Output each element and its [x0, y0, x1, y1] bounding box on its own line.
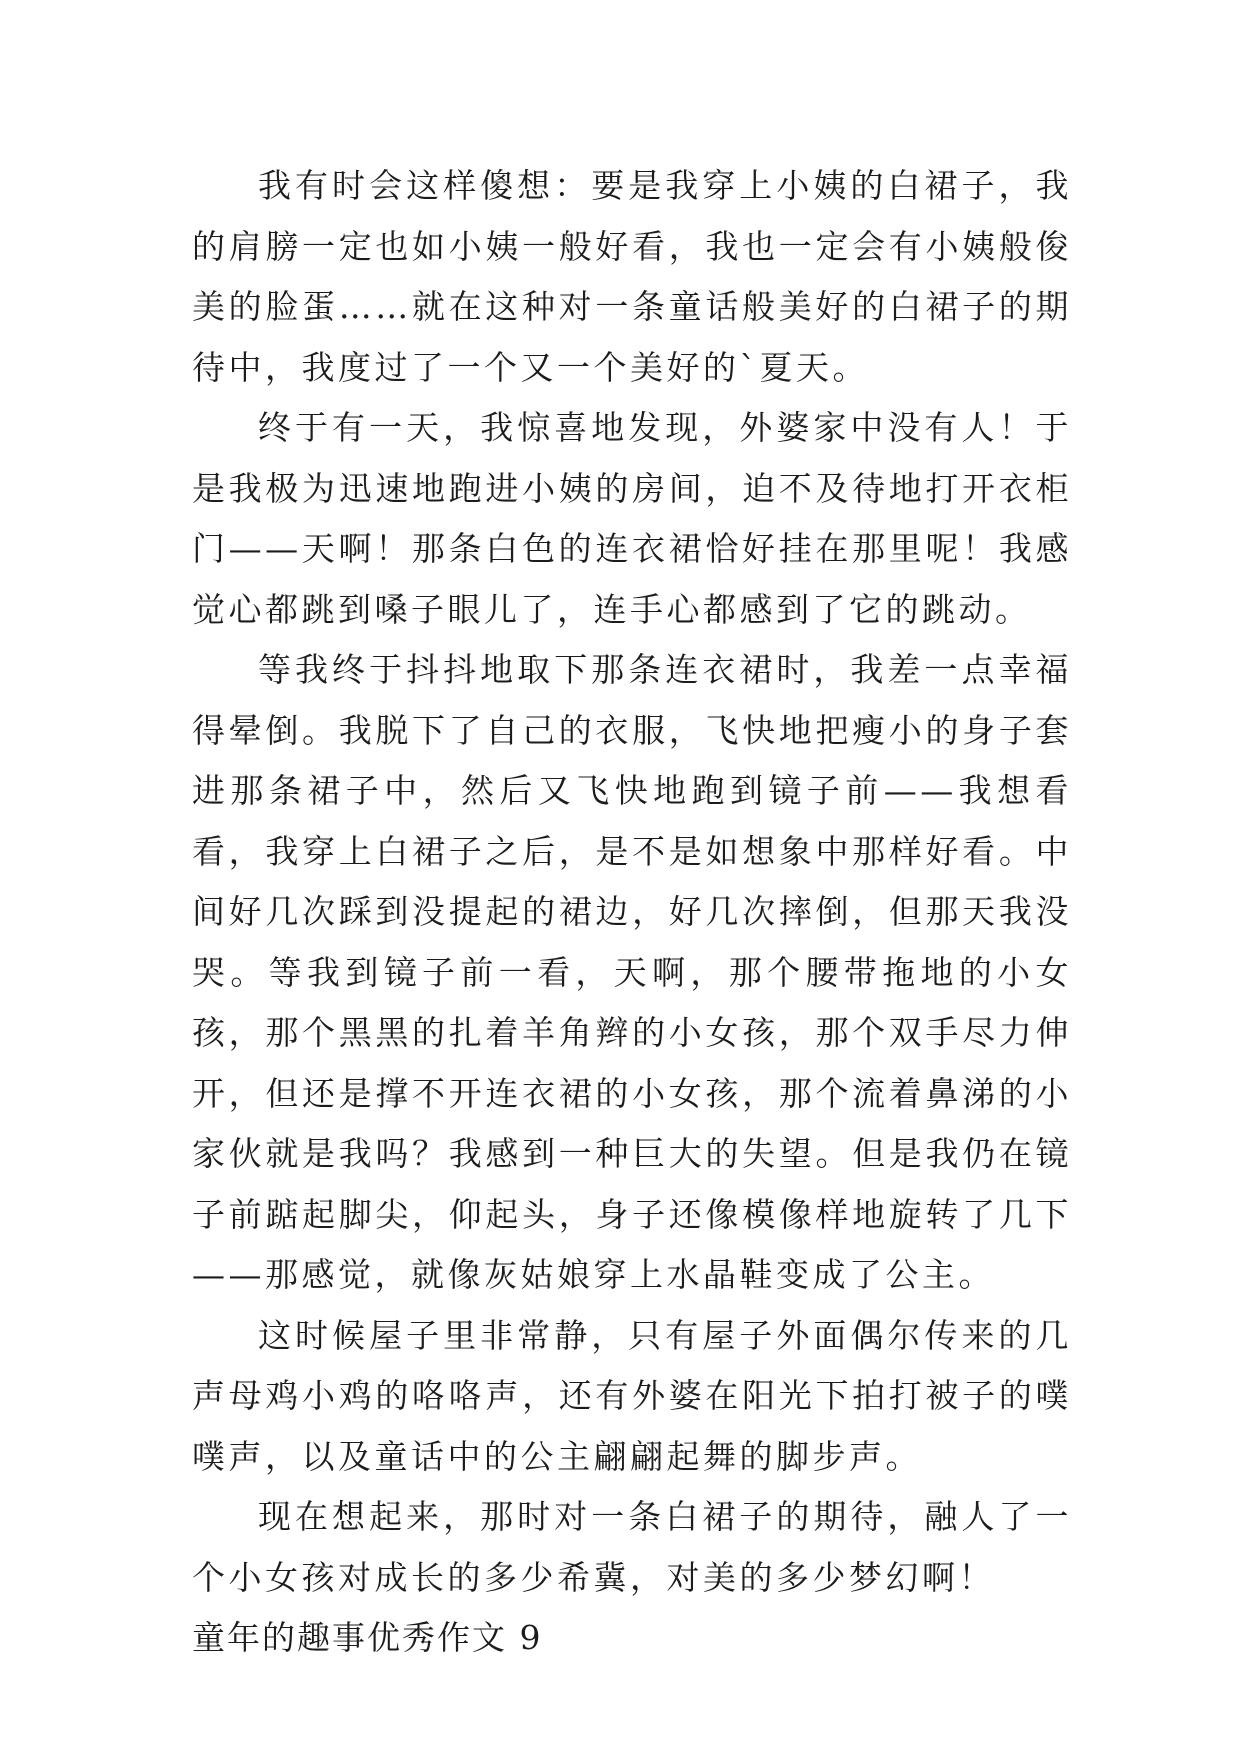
paragraph-1: 我有时会这样傻想：要是我穿上小姨的白裙子，我的肩膀一定也如小姨一般好看，我也一定会有小姨般俊美的脸蛋……就在这种对一条童话般美好的白裙子的期待中，我度过了一个又一个美好的`夏天。	[192, 166, 1072, 387]
paragraph-5: 现在想起来，那时对一条白裙子的期待，融人了一个小女孩对成长的多少希冀，对美的多少梦幻啊！	[192, 1497, 1072, 1597]
document-body	[192, 156, 1072, 1669]
paragraph-4: 这时候屋子里非常静，只有屋子外面偶尔传来的几声母鸡小鸡的咯咯声，还有外婆在阳光下拍打被子的噗噗声，以及童话中的公主翩翩起舞的脚步声。	[192, 1315, 1072, 1476]
section-heading: 童年的趣事优秀作文 9	[192, 1618, 543, 1657]
paragraph-2: 终于有一天，我惊喜地发现，外婆家中没有人！于是我极为迅速地跑进小姨的房间，迫不及待地打开衣柜门——天啊！那条白色的连衣裙恰好挂在那里呢！我感觉心都跳到嗓子眼儿了，连手心都感到了它的跳动。	[192, 408, 1072, 629]
paragraph-3: 等我终于抖抖地取下那条连衣裙时，我差一点幸福得晕倒。我脱下了自己的衣服，飞快地把瘦小的身子套进那条裙子中，然后又飞快地跑到镜子前——我想看看，我穿上白裙子之后，是不是如想象中那样好看。中间好几次踩到没提起的裙边，好几次摔倒，但那天我没哭。等我到镜子前一看，天啊，那个腰带拖地的小女孩，那个黑黑的扎着羊角辫的小女孩，那个双手尽力伸开，但还是撑不开连衣裙的小女孩，那个流着鼻涕的小家伙就是我吗？我感到一种巨大的失望。但是我仍在镜子前踮起脚尖，仰起头，身子还像模像样地旋转了几下——那感觉，就像灰姑娘穿上水晶鞋变成了公主。	[192, 650, 1072, 1294]
